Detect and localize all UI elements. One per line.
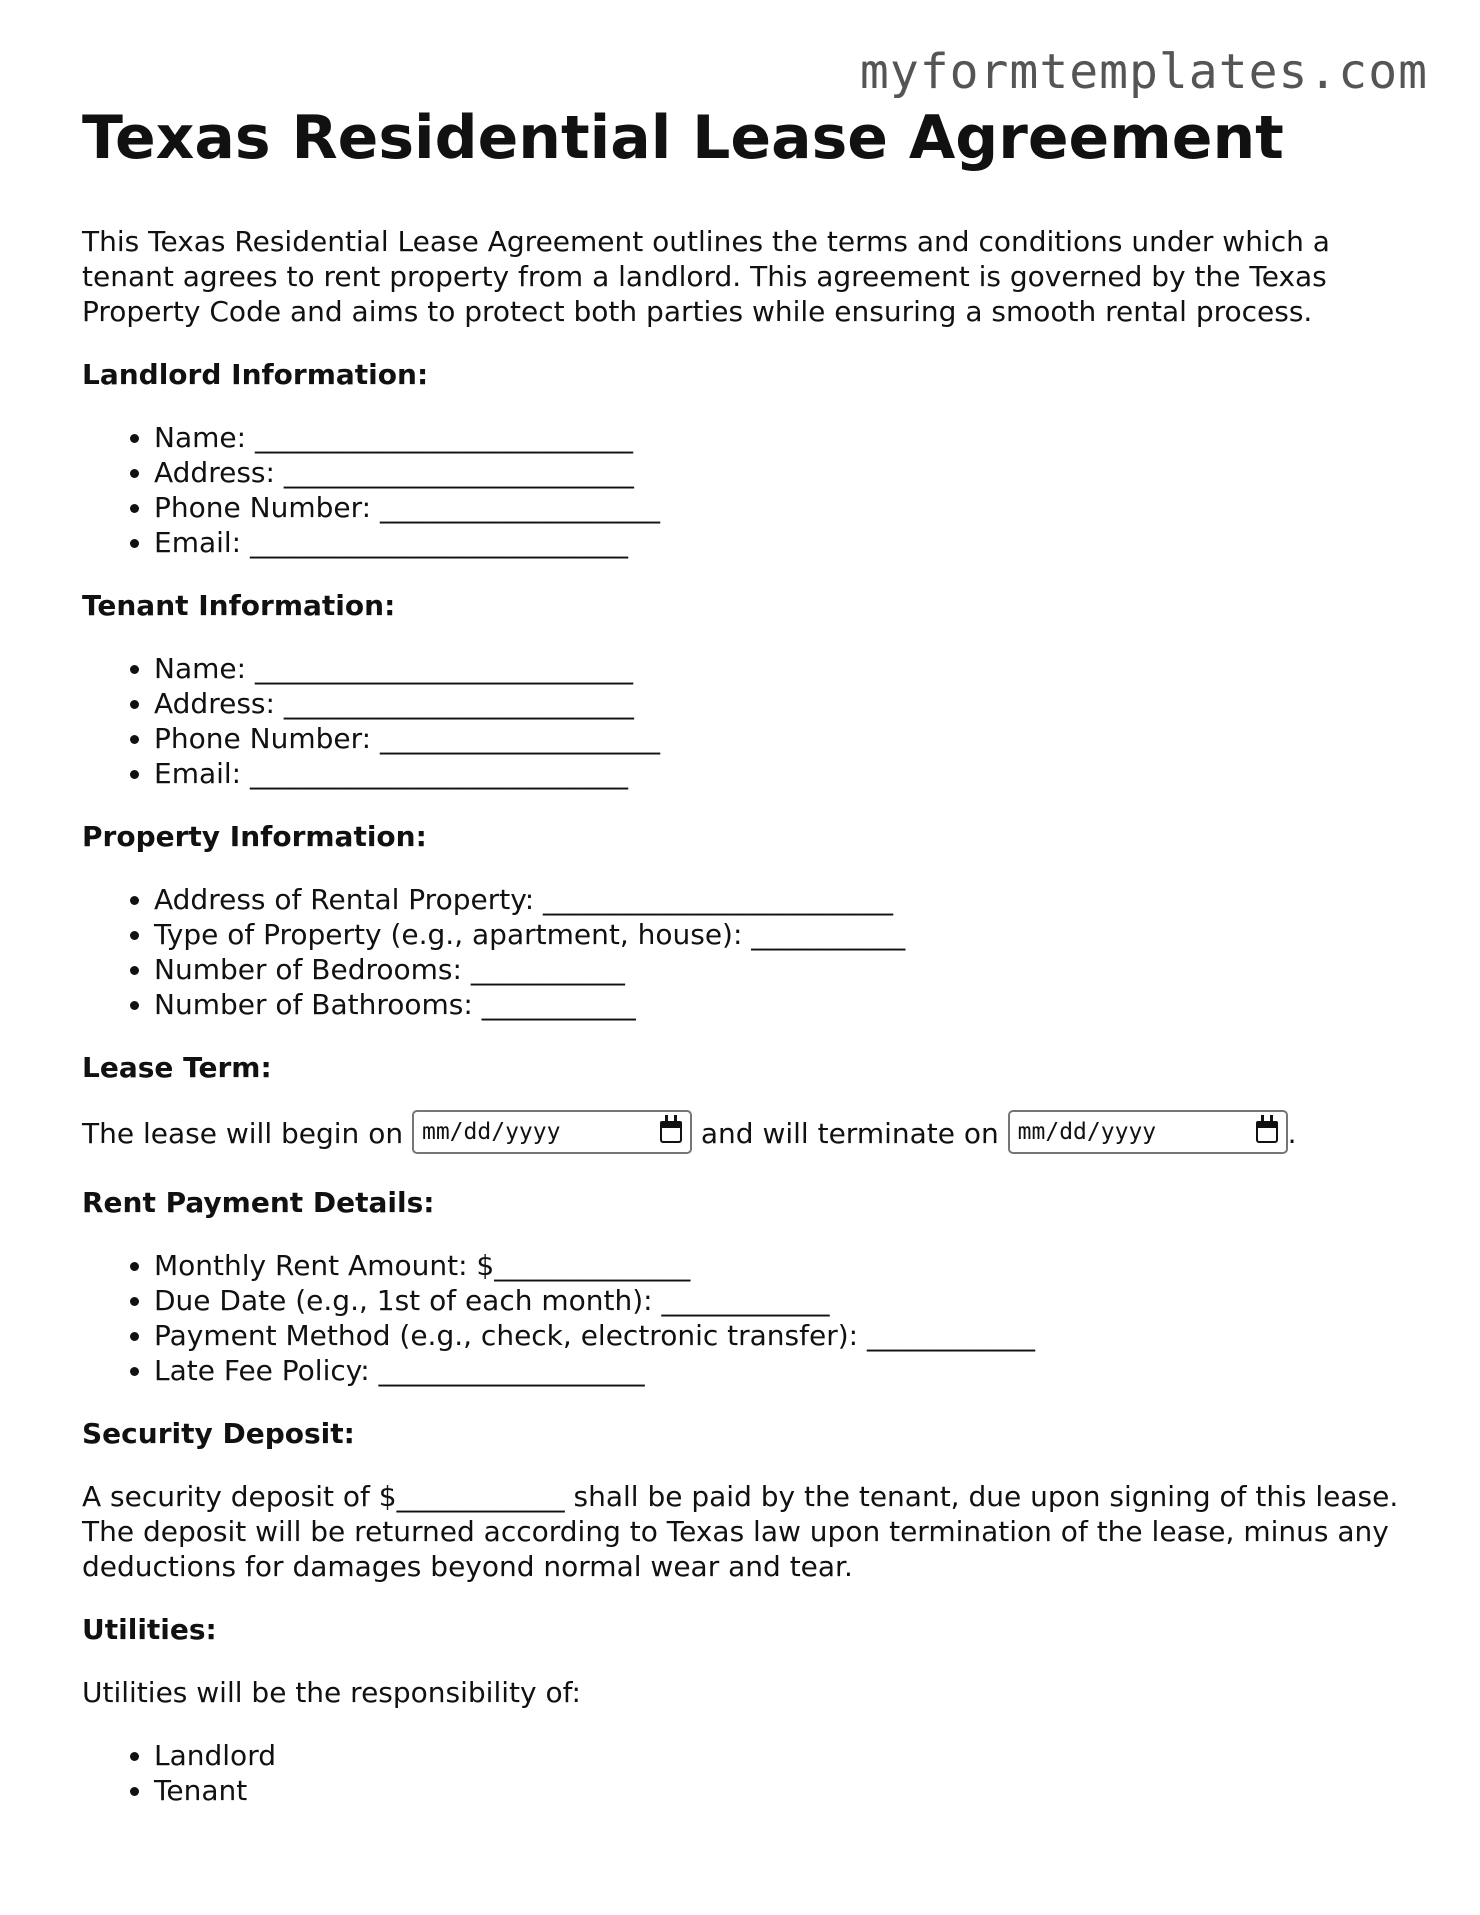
bathrooms-field[interactable]: • Number of Bathrooms: ___________ [154, 987, 1412, 1022]
tenant-address-field[interactable]: • Address: _________________________ [154, 686, 1412, 721]
lease-term-text-before: The lease will begin on [82, 1117, 412, 1150]
start-date-placeholder: mm/dd/yyyy [421, 1118, 561, 1145]
landlord-name-field[interactable]: • Name: ___________________________ [154, 420, 1412, 455]
landlord-fields [82, 420, 1412, 560]
lease-term-sentence [82, 1113, 1412, 1157]
property-address-field[interactable]: • Address of Rental Property: _________________________ [154, 882, 1412, 917]
late-fee-field[interactable]: • Late Fee Policy: ___________________ [154, 1353, 1412, 1388]
landlord-address-field[interactable]: • Address: _________________________ [154, 455, 1412, 490]
lease-end-date-input[interactable] [1008, 1110, 1288, 1154]
payment-method-field[interactable]: • Payment Method (e.g., check, electronic transfer): ____________ [154, 1318, 1412, 1353]
lease-term-heading: Lease Term: [82, 1051, 272, 1084]
monthly-rent-field[interactable]: • Monthly Rent Amount: $______________ [154, 1248, 1412, 1283]
document-title: Texas Residential Lease Agreement [82, 103, 1284, 173]
calendar-icon[interactable] [660, 1121, 682, 1143]
tenant-phone-field[interactable]: • Phone Number: ____________________ [154, 721, 1412, 756]
rent-heading: Rent Payment Details: [82, 1186, 435, 1219]
property-fields [82, 882, 1412, 1022]
lease-document [82, 102, 1412, 1836]
landlord-email-field[interactable]: • Email: ___________________________ [154, 525, 1412, 560]
utilities-heading: Utilities: [82, 1613, 217, 1646]
intro-paragraph: This Texas Residential Lease Agreement outlines the terms and conditions under which a tenant agrees to rent property from a landlord. This agreement is governed by the Texas Property Code and aims to protect both parties while ensuring a smooth rental process. [82, 225, 1330, 328]
lease-term-text-after: . [1287, 1117, 1297, 1150]
due-date-field[interactable]: • Due Date (e.g., 1st of each month): ____________ [154, 1283, 1412, 1318]
property-heading: Property Information: [82, 820, 427, 853]
bedrooms-field[interactable]: • Number of Bedrooms: ___________ [154, 952, 1412, 987]
calendar-icon[interactable] [1256, 1121, 1278, 1143]
landlord-phone-field[interactable]: • Phone Number: ____________________ [154, 490, 1412, 525]
tenant-name-field[interactable]: • Name: ___________________________ [154, 651, 1412, 686]
lease-start-date-input[interactable] [412, 1110, 692, 1154]
deposit-heading: Security Deposit: [82, 1417, 355, 1450]
end-date-placeholder: mm/dd/yyyy [1017, 1118, 1157, 1145]
tenant-email-field[interactable]: • Email: ___________________________ [154, 756, 1412, 791]
site-watermark: myformtemplates.com [859, 44, 1428, 100]
lease-term-text-middle: and will terminate on [691, 1117, 1008, 1150]
tenant-fields [82, 651, 1412, 791]
deposit-paragraph: A security deposit of $____________ shall be paid by the tenant, due upon signing of this lease. The deposit will be returned according to Texas law upon termination of the lease, minus any deductions for damages beyond normal wear and tear. [82, 1480, 1399, 1583]
utilities-paragraph: Utilities will be the responsibility of: [82, 1676, 581, 1709]
utilities-options [82, 1738, 1412, 1808]
tenant-heading: Tenant Information: [82, 589, 396, 622]
landlord-heading: Landlord Information: [82, 358, 429, 391]
utilities-option-tenant[interactable]: • Tenant [154, 1773, 1412, 1808]
rent-fields [82, 1248, 1412, 1388]
property-type-field[interactable]: • Type of Property (e.g., apartment, house): ___________ [154, 917, 1412, 952]
utilities-option-landlord[interactable]: • Landlord [154, 1738, 1412, 1773]
